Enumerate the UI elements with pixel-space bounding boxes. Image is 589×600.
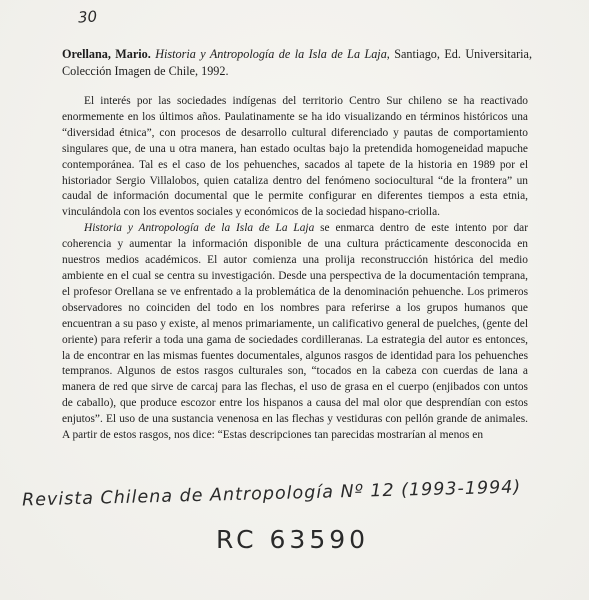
paragraph-2-text: se enmarca dentro de este intento por dar coherencia y aumentar la información disponible de una cultura prácticamente desconocida en nuestros medios académicos. El autor comienza una prolija reconstrucción histórica del medio ambiente en el cual se centra su investigación. Desde una perspectiva de la documentación temprana, el profesor Orellana se ve enfrentado a la problemática de la denominación pehuenche. Los primeros observadores no coinciden del todo en los nombres para referirse a los grupos humanos que encuentran a su paso y existe, al menos primariamente, un calificativo general de puelches, (gente del oriente) para referir a toda una gama de sociedades cordilleranas. La estrategia del autor es entonces, la de encontrar en las mismas fuentes documentales, algunos rasgos de identidad para los pehuenches tempranos. Algunos de estos rasgos culturales son, “tocados en la cabeza con cuerdas de lana a manera de red que sirve de carcaj para las flechas, el uso de grasa en el cuerpo (enjibados con untos de caballo), que produce escozor entre los hispanos a causa del mal olor que desprendían con estos enjutos”. El uso de una sustancia venenosa en las flechas y vestiduras con pellón grande de animales. A partir de estos rasgos, nos dice: “Estas descripciones tan parecidas mostrarían al menos en [62,222,528,442]
citation-title: Historia y Antropología de la Isla de La Laja [155,47,387,61]
handwritten-journal-note: Revista Chilena de Antropología Nº 12 (1993-1994) [21,477,522,511]
citation-publication: , Santiago, Ed. Universitaria, Colección Imagen de Chile, 1992. [62,47,532,78]
paragraph-1: El interés por las sociedades indígenas del territorio Centro Sur chileno se ha reactivado enormemente en los últimos años. Paulatinamente se ha ido visualizando en términos históricos una “diversidad étnica”, con procesos de desarrollo cultural diferenciado y pautas de comportamiento singulares que, de una u otra manera, han estado ocultas bajo la pretendida homogeneidad mapuche contemporánea. Tal es el caso de los pehuenches, sacados al tapete de la historia en 1989 por el historiador Sergio Villalobos, quien cataliza dentro del fenómeno sociocultural “de la frontera” un caudal de información documental que le permite configurar en diferentes tiempos a esta etnia, vinculándola con los eventos sociales y económicos de la sociedad hispano-criolla. [62,95,528,219]
review-body [62,94,528,444]
handwritten-catalog-code: RC 63590 [216,525,370,554]
handwritten-page-number: 30 [77,7,98,27]
bibliographic-citation [62,46,532,80]
paragraph-2-book-title: Historia y Antropología de la Isla de La Laja [84,222,315,235]
paragraph-2 [62,221,528,444]
citation-author: Orellana, Mario. [62,47,151,61]
